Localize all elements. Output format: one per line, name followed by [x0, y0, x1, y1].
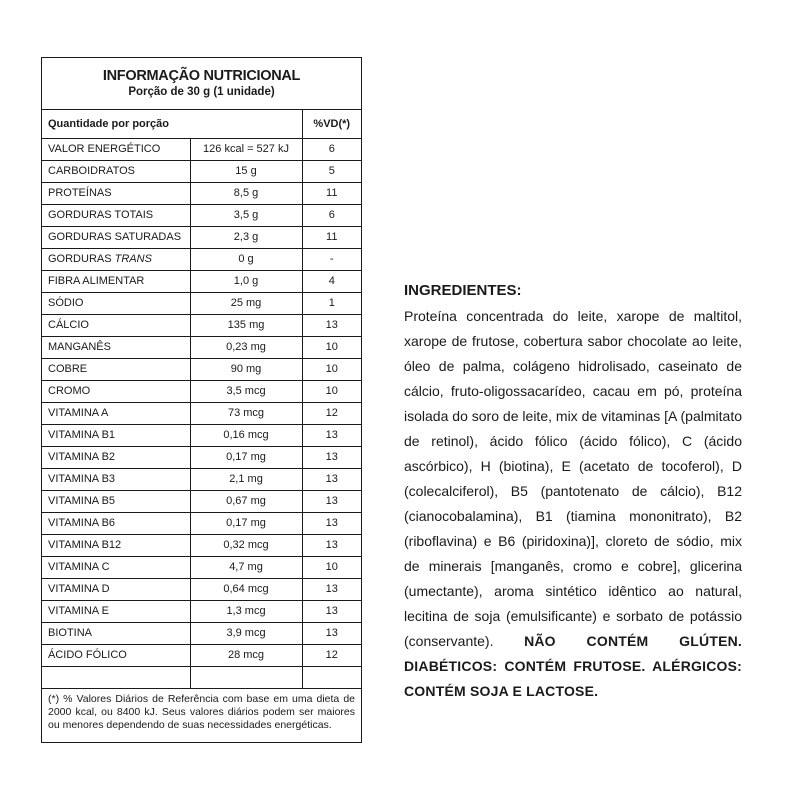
- nutrient-vd: 13: [302, 512, 361, 534]
- nutrition-row: [42, 402, 361, 424]
- nutrient-amount: 0,17 mg: [190, 512, 302, 534]
- nutrient-vd: 1: [302, 292, 361, 314]
- nutrient-name-text: VITAMINA B12: [48, 539, 122, 551]
- nutrient-amount: 0,16 mcg: [190, 424, 302, 446]
- nutrient-amount: 0,23 mg: [190, 336, 302, 358]
- nutrition-row: [42, 556, 361, 578]
- nutrient-vd: 13: [302, 578, 361, 600]
- nutrient-vd: 10: [302, 556, 361, 578]
- nutrition-row: [42, 424, 361, 446]
- nutrient-vd: -: [302, 248, 361, 270]
- nutrient-vd: 13: [302, 490, 361, 512]
- nutrient-name-text: GORDURAS: [48, 253, 112, 265]
- nutrient-vd: 10: [302, 358, 361, 380]
- nutrition-row: [42, 490, 361, 512]
- ingredients-section: [404, 280, 742, 704]
- nutrient-name: [42, 204, 190, 226]
- nutrient-name: [42, 182, 190, 204]
- nutrient-amount: 135 mg: [190, 314, 302, 336]
- nutrient-name-text: VITAMINA D: [48, 583, 110, 595]
- nutrient-name: [42, 358, 190, 380]
- nutrient-name: [42, 468, 190, 490]
- nutrition-row: [42, 468, 361, 490]
- nutrient-amount: 3,5 g: [190, 204, 302, 226]
- nutrition-row: [42, 138, 361, 160]
- nutrition-row: [42, 270, 361, 292]
- nutrient-name-text: ÁCIDO FÓLICO: [48, 649, 127, 661]
- nutrition-row: [42, 226, 361, 248]
- nutrient-amount: 0,64 mcg: [190, 578, 302, 600]
- nutrient-name: [42, 512, 190, 534]
- nutrient-vd: 10: [302, 380, 361, 402]
- nutrient-name: [42, 644, 190, 666]
- nutrient-name: [42, 402, 190, 424]
- nutrition-row: [42, 512, 361, 534]
- nutrient-vd: 13: [302, 622, 361, 644]
- nutrient-amount: 15 g: [190, 160, 302, 182]
- nutrient-vd: 6: [302, 204, 361, 226]
- nutrient-name-text: VITAMINA B6: [48, 517, 116, 529]
- nutrient-name: [42, 578, 190, 600]
- nutrient-name: [42, 226, 190, 248]
- nutrient-name: [42, 424, 190, 446]
- nutrition-header: [42, 58, 361, 110]
- nutrient-amount: 2,3 g: [190, 226, 302, 248]
- nutrient-amount: 25 mg: [190, 292, 302, 314]
- nutrient-amount: 28 mcg: [190, 644, 302, 666]
- nutrient-name-text: COBRE: [48, 363, 88, 375]
- vd-header: %VD(*): [302, 110, 361, 138]
- nutrient-name-text: VITAMINA E: [48, 605, 109, 617]
- nutrient-name-text: VITAMINA B5: [48, 495, 116, 507]
- nutrition-title: INFORMAÇÃO NUTRICIONAL: [102, 68, 301, 84]
- nutrient-name: [42, 600, 190, 622]
- nutrient-name: [42, 534, 190, 556]
- nutrient-name: [42, 138, 190, 160]
- nutrient-vd: 13: [302, 600, 361, 622]
- nutrient-name: [42, 446, 190, 468]
- nutrient-name: [42, 292, 190, 314]
- nutrition-row: [42, 666, 361, 688]
- nutrient-vd: 13: [302, 468, 361, 490]
- ingredients-title: INGREDIENTES:: [404, 282, 522, 299]
- nutrient-name: [42, 666, 190, 688]
- nutrition-row: [42, 534, 361, 556]
- nutrition-row: [42, 314, 361, 336]
- nutrient-name: [42, 622, 190, 644]
- nutrient-name-text: BIOTINA: [48, 627, 93, 639]
- nutrient-name: [42, 248, 190, 270]
- nutrient-amount: 3,5 mcg: [190, 380, 302, 402]
- nutrient-name-text: MANGANÊS: [48, 341, 111, 353]
- nutrient-name-text: VITAMINA C: [48, 561, 110, 573]
- nutrient-name: [42, 380, 190, 402]
- nutrition-row: [42, 622, 361, 644]
- ingredients-list: Proteína concentrada do leite, xarope de maltitol, xarope de frutose, cobertura sabor chocolate ao leite, óleo de palma, colágeno hidrolisado, caseinato de cálcio, fruto-oligossacarídeo, cacau em pó, proteína isolada do soro de leite, mix de vitaminas [A (palmitato de retinol), ácido fólico (ácido fólico), C (ácido ascórbico), H (biotina), E (acetato de tocoferol), D (colecalciferol), B5 (pantotenato de cálcio), B12 (cianocobalamina), B1 (tiamina mononitrato), B2 (riboflavina) e B6 (piridoxina)], cloreto de sódio, mix de minerais [manganês, cromo e cobre], glicerina (umectante), aroma sintético idêntico ao natural, lecitina de soja (emulsificante) e sorbato de potássio (conservante).: [404, 308, 742, 649]
- nutrition-row: [42, 380, 361, 402]
- nutrient-name-italic: TRANS: [114, 253, 152, 265]
- nutrient-name: [42, 314, 190, 336]
- nutrient-name-text: VALOR ENERGÉTICO: [48, 143, 161, 155]
- nutrient-name-text: CÁLCIO: [48, 319, 89, 331]
- nutrient-amount: 73 mcg: [190, 402, 302, 424]
- nutrient-amount: 1,3 mcg: [190, 600, 302, 622]
- nutrient-name-text: VITAMINA B1: [48, 429, 116, 441]
- nutrient-name-text: CROMO: [48, 385, 91, 397]
- nutrient-amount: 0,32 mcg: [190, 534, 302, 556]
- nutrient-name-text: GORDURAS TOTAIS: [48, 209, 154, 221]
- nutrient-name-text: VITAMINA A: [48, 407, 109, 419]
- nutrient-amount: 4,7 mg: [190, 556, 302, 578]
- nutrient-vd: 13: [302, 424, 361, 446]
- nutrient-vd: 13: [302, 534, 361, 556]
- nutrient-vd: 5: [302, 160, 361, 182]
- nutrient-vd: 11: [302, 226, 361, 248]
- nutrient-name: [42, 270, 190, 292]
- nutrient-name: [42, 490, 190, 512]
- nutrient-amount: 2,1 mg: [190, 468, 302, 490]
- nutrient-name: [42, 160, 190, 182]
- nutrient-vd: [302, 666, 361, 688]
- nutrient-name-text: VITAMINA B2: [48, 451, 116, 463]
- nutrient-name-text: GORDURAS SATURADAS: [48, 231, 182, 243]
- nutrient-vd: 13: [302, 314, 361, 336]
- nutrition-row: [42, 578, 361, 600]
- nutrient-vd: 6: [302, 138, 361, 160]
- nutrient-name: [42, 556, 190, 578]
- nutrition-row: [42, 204, 361, 226]
- nutrient-amount: 3,9 mcg: [190, 622, 302, 644]
- nutrient-vd: 4: [302, 270, 361, 292]
- nutrient-amount: [190, 666, 302, 688]
- quantity-header: Quantidade por porção: [42, 110, 302, 138]
- nutrition-row: [42, 248, 361, 270]
- nutrition-footnote: (*) % Valores Diários de Referência com base em uma dieta de 2000 kcal, ou 8400 kJ. Seus valores diários podem ser maiores ou menores dependendo de suas necessidades energéticas.: [48, 692, 355, 731]
- nutrient-amount: 0,17 mg: [190, 446, 302, 468]
- nutrient-amount: 90 mg: [190, 358, 302, 380]
- nutrient-vd: 12: [302, 402, 361, 424]
- nutrition-row: [42, 358, 361, 380]
- nutrition-header-row: [42, 110, 361, 138]
- nutrition-row: [42, 600, 361, 622]
- nutrient-name-text: CARBOIDRATOS: [48, 165, 135, 177]
- nutrient-vd: 10: [302, 336, 361, 358]
- nutrient-amount: 8,5 g: [190, 182, 302, 204]
- nutrient-vd: 13: [302, 446, 361, 468]
- nutrition-row: [42, 446, 361, 468]
- allergen-warning: NÃO CONTÉM GLÚTEN. DIABÉTICOS: CONTÉM FRUTOSE. ALÉRGICOS: CONTÉM SOJA E LACTOSE.: [404, 633, 743, 699]
- nutrient-vd: 11: [302, 182, 361, 204]
- nutrient-amount: 0,67 mg: [190, 490, 302, 512]
- nutrient-name-text: PROTEÍNAS: [48, 187, 112, 199]
- nutrition-row: [42, 292, 361, 314]
- nutrient-name-text: SÓDIO: [48, 297, 84, 309]
- nutrient-name: [42, 336, 190, 358]
- nutrition-row: [42, 644, 361, 666]
- nutrition-row: [42, 160, 361, 182]
- nutrition-portion: Porção de 30 g (1 unidade): [128, 86, 275, 98]
- nutrition-table: [42, 110, 361, 689]
- ingredients-text: [404, 304, 742, 704]
- nutrient-amount: 126 kcal = 527 kJ: [190, 138, 302, 160]
- nutrient-vd: 12: [302, 644, 361, 666]
- nutrition-row: [42, 336, 361, 358]
- nutrient-amount: 0 g: [190, 248, 302, 270]
- nutrition-facts-panel: [41, 57, 362, 743]
- nutrient-name-text: FIBRA ALIMENTAR: [48, 275, 145, 287]
- nutrition-row: [42, 182, 361, 204]
- nutrient-name-text: VITAMINA B3: [48, 473, 116, 485]
- nutrient-amount: 1,0 g: [190, 270, 302, 292]
